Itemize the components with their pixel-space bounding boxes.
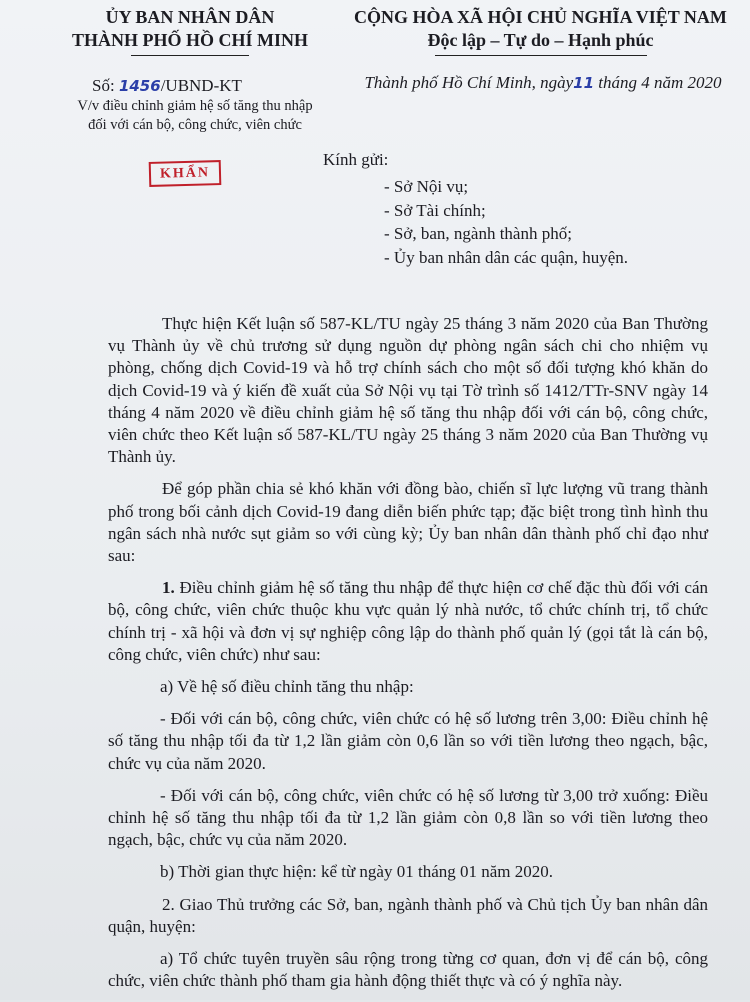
section-1 <box>108 577 708 666</box>
handwritten-day: 11 <box>573 74 595 92</box>
authority-underline <box>131 55 249 56</box>
document-body <box>108 313 708 1002</box>
authority-line-1: ỦY BAN NHÂN DÂN <box>105 7 275 27</box>
subject-line-1: V/v điều chỉnh giảm hệ số tăng thu nhập <box>77 98 313 114</box>
motto-underline <box>435 55 647 56</box>
issuing-authority <box>60 6 320 56</box>
section-2: 2. Giao Thủ trưởng các Sở, ban, ngành thành phố và Chủ tịch Ủy ban nhân dân quận, huyện: <box>108 894 708 936</box>
number-prefix: Số: <box>92 76 119 95</box>
document-number <box>92 76 242 96</box>
number-suffix: /UBND-KT <box>160 76 242 95</box>
section-1-text: Điều chỉnh giảm hệ số tăng thu nhập để thực hiện cơ chế đặc thù đối với cán bộ, công chức, viên chức thuộc khu vực quản lý nhà nước, tổ chức chính trị, tổ chức chính trị - xã hội và đơn vị sự nghiệp công lập do thành phố quản lý (gọi tắt là cán bộ, công chức, viên chức) như sau: <box>108 578 708 664</box>
document-subject <box>45 97 345 135</box>
section-1a-heading: a) Về hệ số điều chỉnh tăng thu nhập: <box>160 677 414 697</box>
recipient-item: - Sở Nội vụ; <box>384 177 469 196</box>
subject-line-2: đối với cán bộ, công chức, viên chức <box>88 117 302 133</box>
recipient-item: - Sở Tài chính; <box>384 200 486 220</box>
issue-date <box>358 73 728 93</box>
recipient-item: - Sở, ban, ngành thành phố; <box>384 224 572 243</box>
national-motto <box>343 6 738 56</box>
paragraph-basis: Thực hiện Kết luận số 587-KL/TU ngày 25 tháng 3 năm 2020 của Ban Thường vụ Thành ủy về chủ trương sử dụng nguồn dự phòng ngân sách chi cho nhiệm vụ phòng, chống dịch Covid-19 và hỗ trợ chính sách cho một số đối tượng khó khăn do dịch Covid-19 và ý kiến đề xuất của Sở Nội vụ tại Tờ trình số 1412/TTr-SNV ngày 14 tháng 4 năm 2020 về điều chỉnh giảm hệ số tăng thu nhập đối với cán bộ, công chức, viên chức theo Kết luận số 587-KL/TU ngày 25 tháng 3 năm 2020 của Ban Thường vụ Thành ủy. <box>108 314 708 467</box>
section-1a-bullet-2: - Đối với cán bộ, công chức, viên chức có hệ số lương từ 3,00 trở xuống: Điều chỉnh hệ số tăng thu nhập tối đa từ 1,2 lần giảm còn 0,8 lần so với tiền lương theo ngạch, bậc, chức vụ của năm 2020. <box>108 785 708 850</box>
recipients-label: Kính gửi: <box>323 150 389 169</box>
section-1a-bullet-1: - Đối với cán bộ, công chức, viên chức có hệ số lương trên 3,00: Điều chỉnh hệ số tăng thu nhập tối đa từ 1,2 lần giảm còn 0,6 lần so với tiền lương theo ngạch, bậc, chức vụ của năm 2020. <box>108 709 708 773</box>
section-2a: a) Tổ chức tuyên truyền sâu rộng trong từng cơ quan, đơn vị để cán bộ, công chức, viên chức thành phố tham gia hành động thiết thực và có ý nghĩa này. <box>108 949 708 991</box>
urgent-stamp: KHẨN <box>149 160 222 187</box>
handwritten-number: 1456 <box>118 77 161 95</box>
date-suffix: tháng 4 năm 2020 <box>598 73 722 92</box>
nation-name: CỘNG HÒA XÃ HỘI CHỦ NGHĨA VIỆT NAM <box>354 7 727 27</box>
section-1-number: 1. <box>162 578 175 598</box>
date-prefix: Thành phố Hồ Chí Minh, ngày <box>364 73 574 92</box>
recipient-item: - Ủy ban nhân dân các quận, huyện. <box>384 247 629 267</box>
section-1b: b) Thời gian thực hiện: kể từ ngày 01 tháng 01 năm 2020. <box>160 862 554 882</box>
recipients-list <box>384 175 628 269</box>
paragraph-context: Để góp phần chia sẻ khó khăn với đồng bào, chiến sĩ lực lượng vũ trang thành phố trong bối cảnh dịch Covid-19 đang diễn biến phức tạp; đặc biệt trong tình hình thu ngân sách nhà nước sụt giảm so với cùng kỳ; Ủy ban nhân dân thành phố chỉ đạo như sau: <box>108 479 708 566</box>
motto: Độc lập – Tự do – Hạnh phúc <box>427 30 654 50</box>
authority-line-2: THÀNH PHỐ HỒ CHÍ MINH <box>71 30 308 50</box>
